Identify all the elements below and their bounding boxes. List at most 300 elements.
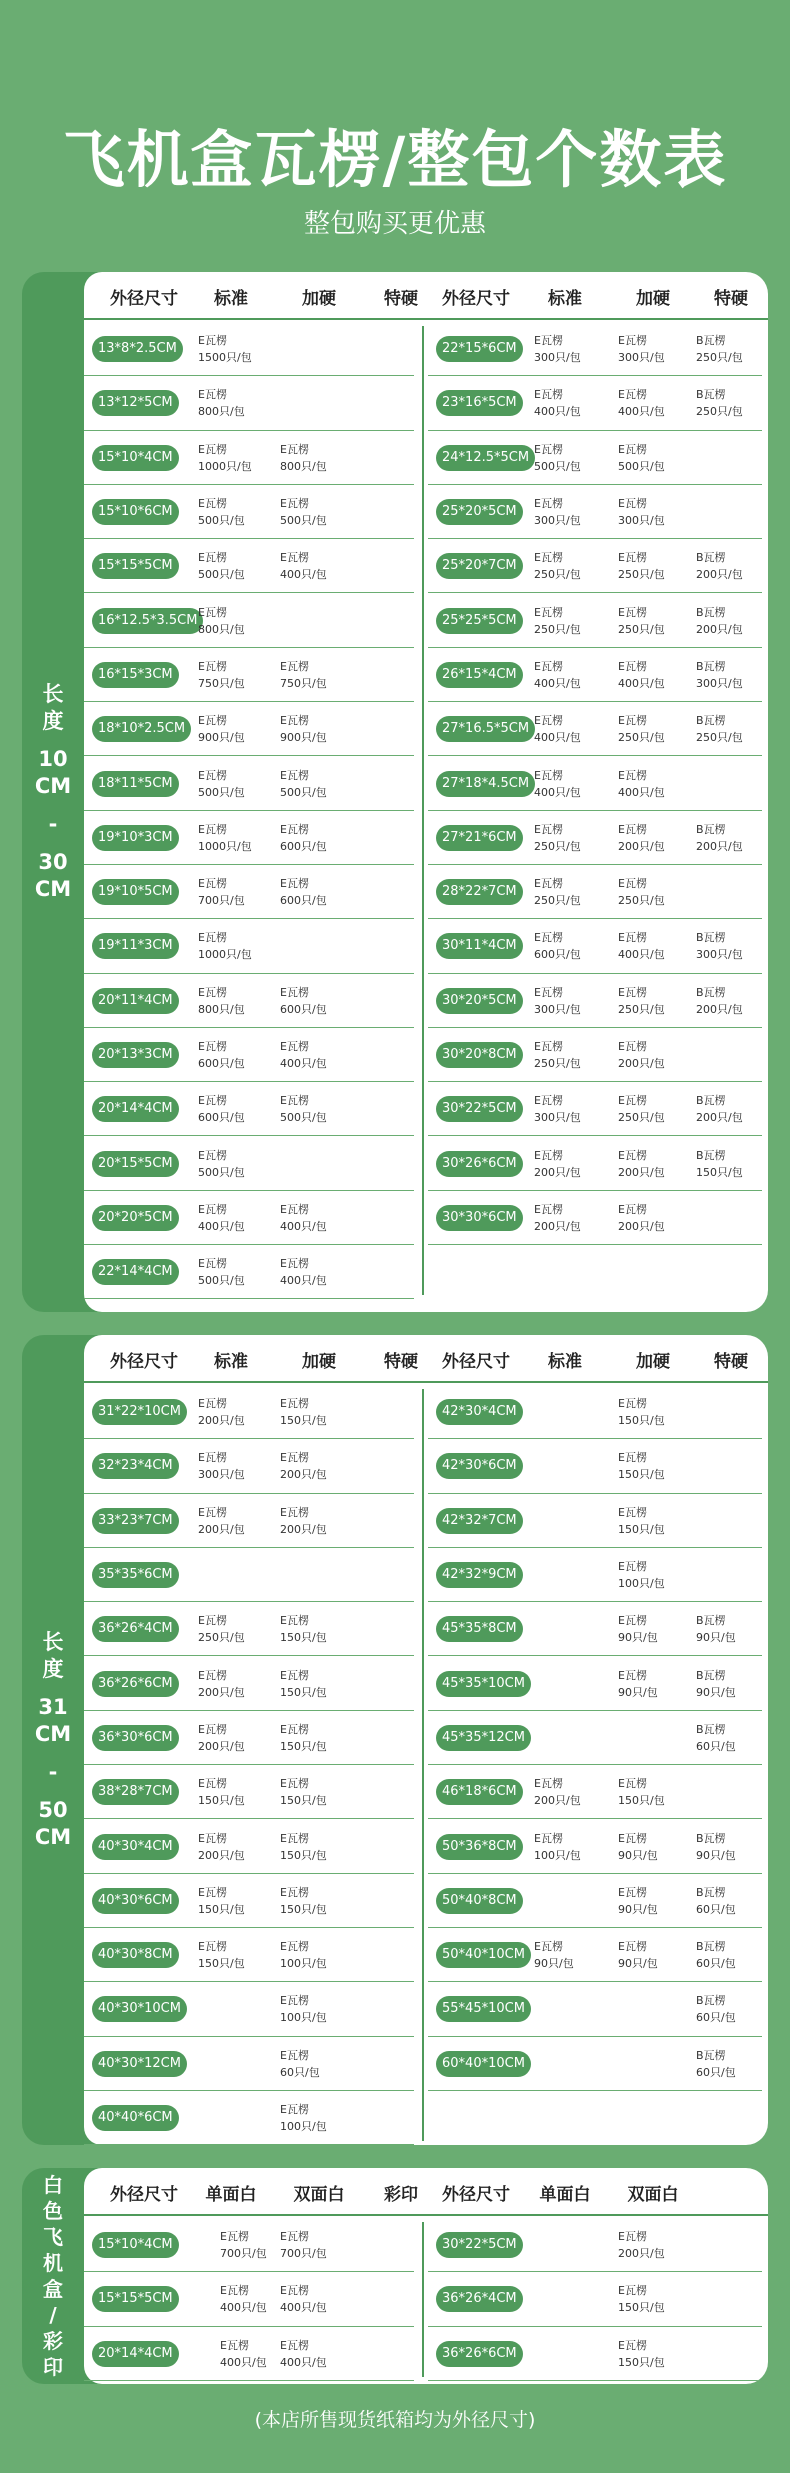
column-header: 特硬	[384, 289, 418, 309]
table-row	[428, 1657, 762, 1711]
side-label-char: CM	[34, 1824, 72, 1849]
pack-count: 200只/包	[618, 839, 665, 853]
table-row	[428, 756, 762, 810]
pack-count: 300只/包	[198, 1468, 245, 1482]
size-pill: 19*10*5CM	[92, 879, 179, 905]
side-label-char	[52, 735, 55, 745]
quantity-cell	[696, 604, 743, 638]
board-type: E瓦楞	[280, 2048, 309, 2062]
table-row	[428, 1602, 762, 1656]
board-type: E瓦楞	[534, 714, 563, 728]
quantity-cell	[696, 1667, 736, 1701]
table-row	[84, 1711, 414, 1765]
quantity-cell	[696, 1721, 736, 1755]
board-type: E瓦楞	[198, 388, 227, 402]
pack-count: 90只/包	[618, 1685, 658, 1699]
column-header: 彩印	[384, 2185, 418, 2205]
pack-count: 400只/包	[618, 405, 665, 419]
board-type: E瓦楞	[534, 497, 563, 511]
board-type: E瓦楞	[618, 442, 647, 456]
table-row	[428, 1385, 762, 1439]
size-pill: 42*32*9CM	[436, 1562, 523, 1588]
column-header: 特硬	[714, 1352, 748, 1372]
table-row	[428, 1928, 762, 1982]
size-pill: 20*14*4CM	[92, 1096, 179, 1122]
size-pill: 42*30*6CM	[436, 1453, 523, 1479]
size-pill: 28*22*7CM	[436, 879, 523, 905]
quantity-cell	[696, 821, 743, 855]
table-row	[428, 2218, 762, 2272]
size-pill: 50*36*8CM	[436, 1834, 523, 1860]
board-type: E瓦楞	[618, 1668, 647, 1682]
size-pill: 45*35*12CM	[436, 1725, 531, 1751]
quantity-cell	[280, 1884, 327, 1918]
pack-count: 60只/包	[696, 2065, 736, 2079]
table-header	[84, 272, 768, 320]
board-type: E瓦楞	[534, 388, 563, 402]
pack-count: 200只/包	[198, 1685, 245, 1699]
pack-count: 300只/包	[618, 351, 665, 365]
quantity-cell	[534, 712, 581, 746]
pack-count: 100只/包	[280, 2120, 327, 2134]
side-label-char	[52, 838, 55, 848]
pack-count: 90只/包	[696, 1631, 736, 1645]
side-label-char: 10	[38, 746, 68, 771]
board-type: E瓦楞	[280, 1777, 309, 1791]
size-pill: 20*11*4CM	[92, 988, 179, 1014]
quantity-cell	[696, 2047, 736, 2081]
quantity-cell	[534, 386, 581, 420]
table-row	[84, 1548, 414, 1602]
size-pill: 15*10*4CM	[92, 445, 179, 471]
size-pill: 30*22*5CM	[436, 2232, 523, 2258]
board-type: E瓦楞	[618, 768, 647, 782]
board-type: E瓦楞	[618, 1451, 647, 1465]
size-pill: 50*40*8CM	[436, 1888, 523, 1914]
quantity-cell	[534, 821, 581, 855]
size-pill: 42*30*4CM	[436, 1399, 523, 1425]
board-type: B瓦楞	[696, 334, 726, 348]
size-pill: 18*10*2.5CM	[92, 716, 191, 742]
pack-count: 200只/包	[198, 1414, 245, 1428]
board-type: B瓦楞	[696, 1885, 726, 1899]
pack-count: 150只/包	[618, 2355, 665, 2369]
quantity-cell	[618, 441, 665, 475]
quantity-cell	[280, 1255, 327, 1289]
side-label-char: 度	[42, 1657, 64, 1682]
side-label-char: 31	[38, 1694, 68, 1719]
size-pill: 20*14*4CM	[92, 2341, 179, 2367]
board-type: E瓦楞	[198, 659, 227, 673]
table-row	[84, 1028, 414, 1082]
table-row	[428, 865, 762, 919]
column-header: 标准	[214, 289, 248, 309]
pack-count: 200只/包	[618, 2247, 665, 2261]
board-type: B瓦楞	[696, 822, 726, 836]
quantity-cell	[280, 1775, 327, 1809]
size-pill: 36*26*4CM	[92, 1616, 179, 1642]
quantity-cell	[534, 604, 581, 638]
quantity-cell	[618, 1092, 665, 1126]
quantity-cell	[198, 1092, 245, 1126]
size-pill: 25*25*5CM	[436, 608, 523, 634]
quantity-cell	[618, 1775, 665, 1809]
quantity-cell	[534, 984, 581, 1018]
board-type: E瓦楞	[534, 1040, 563, 1054]
table-row	[84, 594, 414, 648]
quantity-cell	[534, 1147, 581, 1181]
quantity-cell	[534, 332, 581, 366]
quantity-cell	[198, 821, 252, 855]
column-header: 加硬	[302, 1352, 336, 1372]
column-divider	[422, 1389, 424, 2141]
quantity-cell	[198, 1775, 245, 1809]
pack-count: 150只/包	[618, 2301, 665, 2315]
pack-count: 500只/包	[280, 1111, 327, 1125]
board-type: E瓦楞	[198, 1668, 227, 1682]
quantity-cell	[198, 875, 245, 909]
pack-count: 200只/包	[696, 1002, 743, 1016]
size-pill: 27*21*6CM	[436, 825, 523, 851]
pack-count: 700只/包	[220, 2247, 267, 2261]
board-type: E瓦楞	[198, 1831, 227, 1845]
pack-count: 600只/包	[198, 1111, 245, 1125]
table-row	[84, 2218, 414, 2272]
board-type: E瓦楞	[618, 2338, 647, 2352]
quantity-cell	[696, 386, 743, 420]
pack-count: 400只/包	[534, 731, 581, 745]
size-pill: 30*22*5CM	[436, 1096, 523, 1122]
quantity-cell	[280, 1449, 327, 1483]
quantity-cell	[198, 1147, 245, 1181]
board-type: E瓦楞	[198, 877, 227, 891]
quantity-cell	[618, 767, 665, 801]
table-row	[428, 1028, 762, 1082]
board-type: E瓦楞	[280, 1257, 309, 1271]
side-label-char	[52, 1786, 55, 1796]
quantity-cell	[696, 658, 743, 692]
size-pill: 42*32*7CM	[436, 1508, 523, 1534]
board-type: B瓦楞	[696, 1668, 726, 1682]
pack-count: 250只/包	[534, 568, 581, 582]
pack-count: 200只/包	[280, 1522, 327, 1536]
quantity-cell	[534, 929, 581, 963]
size-pill: 25*20*5CM	[436, 499, 523, 525]
quantity-cell	[618, 549, 665, 583]
table-row	[84, 1602, 414, 1656]
board-type: E瓦楞	[534, 1777, 563, 1791]
board-type: E瓦楞	[198, 1614, 227, 1628]
board-type: E瓦楞	[534, 1202, 563, 1216]
quantity-cell	[618, 604, 665, 638]
side-label-char: CM	[34, 876, 72, 901]
board-type: E瓦楞	[618, 497, 647, 511]
board-type: E瓦楞	[198, 1148, 227, 1162]
table-row	[428, 1548, 762, 1602]
pack-count: 150只/包	[198, 1957, 245, 1971]
size-pill: 22*14*4CM	[92, 1259, 179, 1285]
quantity-cell	[696, 984, 743, 1018]
pack-count: 900只/包	[280, 731, 327, 745]
board-type: E瓦楞	[534, 334, 563, 348]
quantity-cell	[220, 2228, 267, 2262]
pack-count: 400只/包	[534, 676, 581, 690]
side-label-char: /	[49, 2303, 57, 2327]
pack-count: 150只/包	[280, 1685, 327, 1699]
pack-count: 250只/包	[618, 894, 665, 908]
pack-count: 400只/包	[280, 1057, 327, 1071]
board-type: E瓦楞	[618, 714, 647, 728]
table-row	[84, 2327, 414, 2381]
pack-count: 100只/包	[618, 1577, 665, 1591]
quantity-cell	[618, 1830, 658, 1864]
board-type: B瓦楞	[696, 1994, 726, 2008]
table-row	[84, 1928, 414, 1982]
board-type: B瓦楞	[696, 1094, 726, 1108]
pack-count: 250只/包	[618, 622, 665, 636]
pack-count: 200只/包	[618, 1057, 665, 1071]
board-type: E瓦楞	[280, 768, 309, 782]
pack-count: 700只/包	[280, 2247, 327, 2261]
pack-count: 250只/包	[198, 1631, 245, 1645]
pack-count: 200只/包	[696, 839, 743, 853]
size-pill: 46*18*6CM	[436, 1779, 523, 1805]
pack-count: 250只/包	[534, 839, 581, 853]
pack-count: 500只/包	[198, 568, 245, 582]
pack-count: 150只/包	[198, 1794, 245, 1808]
pack-count: 150只/包	[618, 1522, 665, 1536]
pack-count: 250只/包	[618, 731, 665, 745]
table-row	[428, 919, 762, 973]
table-row	[84, 539, 414, 593]
size-pill: 40*30*12CM	[92, 2051, 187, 2077]
quantity-cell	[534, 495, 581, 529]
table-row	[428, 648, 762, 702]
board-type: E瓦楞	[534, 1094, 563, 1108]
size-pill: 19*11*3CM	[92, 933, 179, 959]
side-label-char: CM	[34, 774, 72, 799]
quantity-cell	[280, 1830, 327, 1864]
pack-count: 200只/包	[534, 1165, 581, 1179]
quantity-cell	[280, 767, 327, 801]
section-panel	[22, 2168, 768, 2384]
table-row	[428, 485, 762, 539]
column-header: 标准	[548, 289, 582, 309]
pack-count: 150只/包	[280, 1848, 327, 1862]
quantity-cell	[696, 549, 743, 583]
board-type: B瓦楞	[696, 1614, 726, 1628]
board-type: E瓦楞	[198, 1451, 227, 1465]
board-type: E瓦楞	[534, 822, 563, 836]
table-row	[84, 322, 414, 376]
quantity-cell	[198, 1667, 245, 1701]
board-type: E瓦楞	[198, 1777, 227, 1791]
pack-count: 150只/包	[280, 1902, 327, 1916]
column-header: 加硬	[636, 1352, 670, 1372]
quantity-cell	[534, 441, 581, 475]
quantity-cell	[198, 767, 245, 801]
board-type: E瓦楞	[534, 931, 563, 945]
pack-count: 600只/包	[534, 948, 581, 962]
table-header	[84, 1335, 768, 1383]
pack-count: 400只/包	[280, 2355, 327, 2369]
table-row	[84, 1819, 414, 1873]
quantity-cell	[198, 1038, 245, 1072]
pack-count: 300只/包	[534, 1111, 581, 1125]
quantity-cell	[280, 1612, 327, 1646]
size-pill: 13*12*5CM	[92, 390, 179, 416]
table-row	[84, 2037, 414, 2091]
board-type: E瓦楞	[280, 1994, 309, 2008]
board-type: E瓦楞	[618, 1560, 647, 1574]
column-divider	[422, 2222, 424, 2377]
quantity-cell	[618, 1449, 665, 1483]
pack-count: 300只/包	[618, 514, 665, 528]
pack-count: 1000只/包	[198, 839, 252, 853]
section-table	[84, 272, 768, 1312]
column-header: 外径尺寸	[442, 289, 510, 309]
board-type: E瓦楞	[618, 388, 647, 402]
table-row	[84, 376, 414, 430]
side-label-char: 印	[43, 2355, 63, 2379]
pack-count: 400只/包	[534, 785, 581, 799]
size-pill: 18*11*5CM	[92, 771, 179, 797]
board-type: E瓦楞	[618, 1202, 647, 1216]
pack-count: 250只/包	[696, 731, 743, 745]
board-type: E瓦楞	[280, 2338, 309, 2352]
table-row	[428, 594, 762, 648]
quantity-cell	[534, 549, 581, 583]
size-pill: 30*11*4CM	[436, 933, 523, 959]
size-pill: 15*15*5CM	[92, 2286, 179, 2312]
column-header: 单面白	[205, 2185, 257, 2205]
board-type: B瓦楞	[696, 1148, 726, 1162]
size-pill: 40*30*6CM	[92, 1888, 179, 1914]
side-label-char: 色	[43, 2199, 63, 2223]
pack-count: 200只/包	[696, 1111, 743, 1125]
table-row	[84, 919, 414, 973]
quantity-cell	[696, 712, 743, 746]
board-type: B瓦楞	[696, 931, 726, 945]
quantity-cell	[618, 1038, 665, 1072]
board-type: E瓦楞	[280, 1831, 309, 1845]
quantity-cell	[280, 2282, 327, 2316]
board-type: E瓦楞	[618, 877, 647, 891]
pack-count: 600只/包	[280, 894, 327, 908]
quantity-cell	[198, 549, 245, 583]
board-type: E瓦楞	[280, 985, 309, 999]
quantity-cell	[198, 1395, 245, 1429]
side-label-char	[52, 1683, 55, 1693]
quantity-cell	[198, 332, 252, 366]
size-pill: 27*18*4.5CM	[436, 771, 535, 797]
pack-count: 200只/包	[198, 1522, 245, 1536]
quantity-cell	[198, 1449, 245, 1483]
column-divider	[422, 326, 424, 1295]
board-type: E瓦楞	[198, 1940, 227, 1954]
column-header: 外径尺寸	[110, 2185, 178, 2205]
board-type: E瓦楞	[618, 822, 647, 836]
quantity-cell	[618, 875, 665, 909]
quantity-cell	[696, 1938, 736, 1972]
pack-count: 400只/包	[198, 1219, 245, 1233]
table-row	[84, 1385, 414, 1439]
quantity-cell	[696, 1147, 743, 1181]
table-row	[428, 1137, 762, 1191]
board-type: E瓦楞	[280, 1451, 309, 1465]
board-type: E瓦楞	[618, 985, 647, 999]
board-type: E瓦楞	[220, 2284, 249, 2298]
side-label-char: -	[48, 1759, 58, 1784]
pack-count: 150只/包	[618, 1468, 665, 1482]
quantity-cell	[534, 1092, 581, 1126]
table-row	[428, 702, 762, 756]
quantity-cell	[280, 2228, 327, 2262]
table-row	[428, 1191, 762, 1245]
board-type: E瓦楞	[280, 714, 309, 728]
quantity-cell	[618, 386, 665, 420]
quantity-cell	[618, 1504, 665, 1538]
board-type: E瓦楞	[618, 1831, 647, 1845]
size-pill: 15*15*5CM	[92, 553, 179, 579]
table-row	[428, 1765, 762, 1819]
size-pill: 20*15*5CM	[92, 1151, 179, 1177]
pack-count: 400只/包	[534, 405, 581, 419]
quantity-cell	[280, 1667, 327, 1701]
size-pill: 30*30*6CM	[436, 1205, 523, 1231]
quantity-cell	[534, 1775, 581, 1809]
board-type: B瓦楞	[696, 659, 726, 673]
size-pill: 26*15*4CM	[436, 662, 523, 688]
table-row	[84, 865, 414, 919]
pack-count: 100只/包	[534, 1848, 581, 1862]
table-row	[84, 1439, 414, 1493]
pack-count: 400只/包	[280, 568, 327, 582]
quantity-cell	[618, 1201, 665, 1235]
board-type: E瓦楞	[280, 1668, 309, 1682]
size-pill: 30*26*6CM	[436, 1151, 523, 1177]
quantity-cell	[198, 1721, 245, 1755]
table-row	[428, 539, 762, 593]
size-pill: 35*35*6CM	[92, 1562, 179, 1588]
page-subtitle: 整包购买更优惠	[303, 209, 486, 239]
quantity-cell	[618, 1938, 658, 1972]
size-pill: 36*30*6CM	[92, 1725, 179, 1751]
size-pill: 60*40*10CM	[436, 2051, 531, 2077]
board-type: B瓦楞	[696, 2048, 726, 2062]
board-type: E瓦楞	[198, 1257, 227, 1271]
board-type: E瓦楞	[534, 985, 563, 999]
quantity-cell	[696, 929, 743, 963]
section-panel	[22, 1335, 768, 2145]
quantity-cell	[534, 1938, 574, 1972]
pack-count: 150只/包	[280, 1414, 327, 1428]
quantity-cell	[198, 1504, 245, 1538]
board-type: E瓦楞	[280, 1040, 309, 1054]
pack-count: 90只/包	[618, 1631, 658, 1645]
pack-count: 60只/包	[696, 1902, 736, 1916]
table-row	[428, 1711, 762, 1765]
pack-count: 250只/包	[534, 622, 581, 636]
board-type: B瓦楞	[696, 985, 726, 999]
table-row	[428, 974, 762, 1028]
size-pill: 30*20*5CM	[436, 988, 523, 1014]
table-row	[428, 376, 762, 430]
board-type: E瓦楞	[618, 551, 647, 565]
board-type: E瓦楞	[198, 1505, 227, 1519]
board-type: E瓦楞	[198, 442, 227, 456]
table-row	[428, 1874, 762, 1928]
